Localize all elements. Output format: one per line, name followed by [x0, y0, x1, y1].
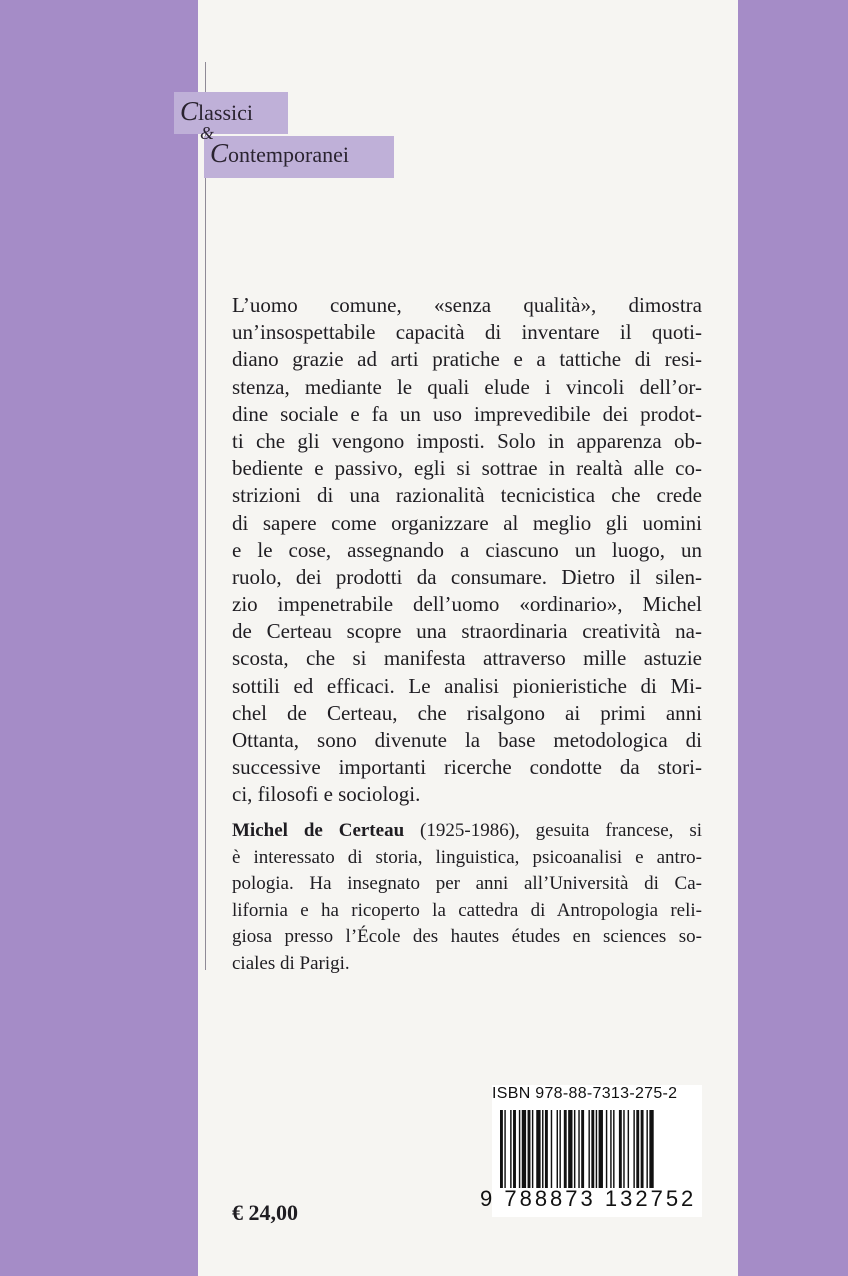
logo-ampersand: &	[200, 123, 215, 143]
barcode-bar	[545, 1110, 548, 1188]
blurb-line: stenza, mediante le quali elude i vincoli dell’or-	[232, 374, 702, 399]
barcode-bar	[578, 1110, 579, 1188]
blurb-line: sottili ed efficaci. Le analisi pionieristiche di Mi-	[232, 673, 702, 698]
bio-first-line-rest: (1925-1986), gesuita francese, si	[404, 820, 702, 841]
blurb-line: e le cose, assegnando a ciascuno un luogo, un	[232, 537, 702, 562]
logo-line-classici	[180, 96, 253, 127]
isbn-label: ISBN 978-88-7313-275-2	[492, 1085, 678, 1102]
barcode-bar	[551, 1110, 552, 1188]
barcode-bar	[599, 1110, 603, 1188]
blurb-line: strizioni di una razionalità tecnicistica che crede	[232, 483, 702, 508]
blurb-line: di sapere come organizzare al meglio gli uomini	[232, 510, 702, 535]
barcode-bar	[536, 1110, 540, 1188]
blurb-line: successive importanti ricerche condotte da stori-	[232, 755, 702, 780]
bio-line	[232, 818, 702, 845]
blurb-line: scosta, che si manifesta attraverso mille astuzie	[232, 646, 702, 671]
barcode-bar	[591, 1110, 594, 1188]
barcode-bar	[522, 1110, 526, 1188]
blurb-line: ci, filosofi e sociologi.	[232, 782, 421, 807]
barcode-bar	[588, 1110, 589, 1188]
blurb-line: bediente e passivo, egli si sottrae in realtà alle co-	[232, 456, 702, 481]
barcode-bar	[636, 1110, 639, 1188]
barcode-bar	[559, 1110, 560, 1188]
barcode-bar	[528, 1110, 531, 1188]
barcode-bar	[557, 1110, 558, 1188]
barcode-bar	[574, 1110, 575, 1188]
series-logo	[174, 92, 394, 178]
barcode-bar	[564, 1110, 567, 1188]
author-name: Michel de Certeau	[232, 820, 405, 841]
barcode-bar	[641, 1110, 644, 1188]
barcode-bar	[623, 1110, 624, 1188]
blurb-line: L’uomo comune, «senza qualità», dimostra	[232, 293, 702, 317]
price-label: € 24,00	[232, 1200, 298, 1225]
right-purple-band	[738, 0, 848, 1276]
isbn-barcode-box	[480, 1085, 702, 1217]
barcode-bar	[568, 1110, 572, 1188]
barcode-bar	[613, 1110, 614, 1188]
bio-line: ciales di Parigi.	[232, 952, 350, 974]
author-bio	[232, 818, 702, 977]
barcode-bar	[649, 1110, 653, 1188]
barcode-bar	[596, 1110, 597, 1188]
bio-line: è interessato di storia, linguistica, psicoanalisi e antro-	[232, 846, 702, 868]
barcode-bar	[610, 1110, 611, 1188]
blurb-line: ti che gli vengono imposti. Solo in apparenza ob-	[232, 428, 702, 453]
bio-line: lifornia e ha ricoperto la cattedra di Antropologia reli-	[232, 899, 702, 921]
blurb-line: ruolo, dei prodotti da consumare. Dietro il silen-	[232, 564, 702, 589]
blurb-line: un’insospettabile capacità di inventare il quoti-	[232, 320, 702, 345]
logo-rest-classici: lassici	[198, 100, 254, 125]
blurb-line: zio impenetrabile dell’uomo «ordinario», Michel	[232, 592, 702, 617]
left-purple-band	[0, 0, 198, 1276]
barcode-bar	[646, 1110, 647, 1188]
barcode-bar	[532, 1110, 533, 1188]
blurb-line: chel de Certeau, che risalgono ai primi anni	[232, 700, 702, 725]
barcode-bar	[606, 1110, 607, 1188]
blurb-line: dine sociale e fa un uso imprevedibile dei prodot-	[232, 401, 702, 426]
logo-initial-c2: C	[210, 138, 229, 168]
isbn-digits: 9 788873 132752	[480, 1186, 697, 1211]
barcode-bar	[519, 1110, 520, 1188]
barcode-bar	[510, 1110, 511, 1188]
logo-rest-contemporanei: ontemporanei	[228, 142, 349, 167]
barcode-bar	[633, 1110, 634, 1188]
barcode-bar	[500, 1110, 503, 1188]
barcode-bar	[513, 1110, 516, 1188]
barcode-bar	[619, 1110, 622, 1188]
bio-line: pologia. Ha insegnato per anni all’Università di Ca-	[232, 873, 702, 894]
blurb-line: diano grazie ad arti pratiche e a tattiche di resi-	[232, 347, 702, 372]
blurb-line: Ottanta, sono divenute la base metodologica di	[232, 728, 702, 752]
bio-line: giosa presso l’École des hautes études en sciences so-	[232, 926, 702, 947]
blurb-text	[232, 292, 702, 809]
barcode-bar	[581, 1110, 584, 1188]
blurb-line: de Certeau scopre una straordinaria creatività na-	[232, 619, 702, 644]
logo-initial-c1: C	[180, 96, 199, 126]
barcode-bar	[542, 1110, 543, 1188]
vertical-rule	[205, 62, 206, 970]
logo-line-contemporanei	[210, 138, 349, 169]
barcode-bar	[628, 1110, 629, 1188]
barcode-bar	[504, 1110, 505, 1188]
barcode-graphic	[500, 1110, 694, 1190]
